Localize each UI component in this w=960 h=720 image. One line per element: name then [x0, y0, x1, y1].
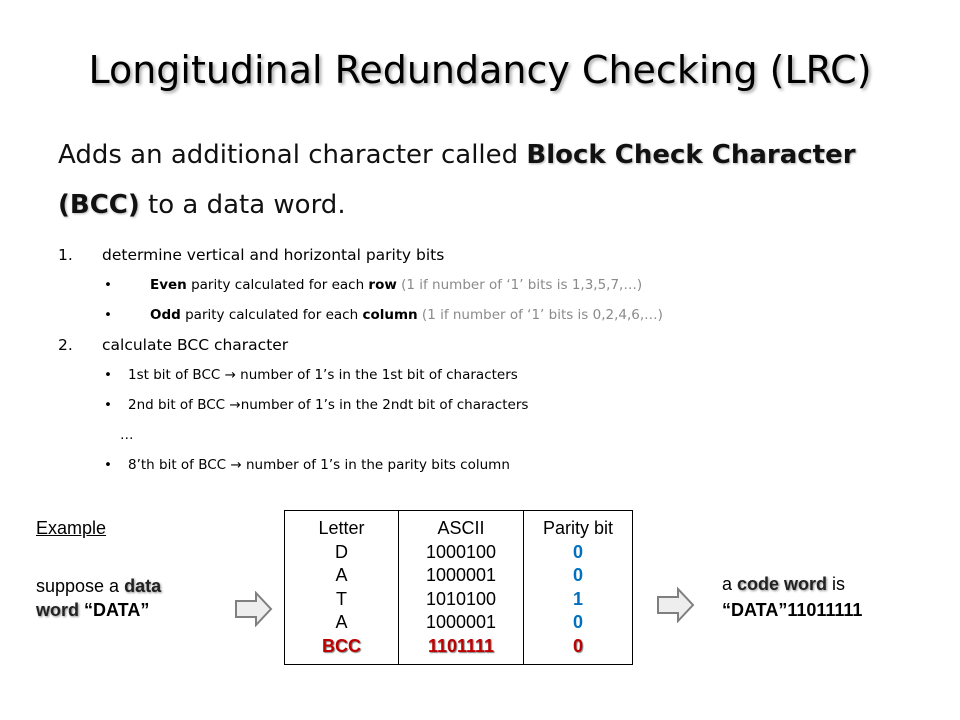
letter-cell: A — [335, 565, 348, 585]
bcc-value: 1101111 — [427, 635, 495, 656]
parity-cell: 1 — [572, 588, 583, 609]
bcc-label: BCC — [322, 635, 361, 656]
right-arrow-icon — [234, 591, 274, 627]
intro-part1: Adds an additional character called — [58, 140, 527, 170]
ascii-cell: 1000100 — [425, 541, 497, 562]
example-label: Example — [36, 518, 107, 538]
bullet-text: parity calculated for each — [186, 277, 369, 293]
column-header: Parity bit — [542, 518, 614, 538]
bullet-note: (1 if number of ‘1’ bits is 1,3,5,7,…) — [396, 277, 643, 293]
letter-cell: T — [336, 588, 347, 609]
parity-column — [524, 511, 632, 664]
parity-cell: 0 — [572, 612, 583, 632]
result-value: “DATA”11011111 — [722, 600, 863, 620]
bullet-bold2: column — [362, 307, 418, 323]
intro-part2: to a data word. — [139, 190, 346, 220]
data-word-highlight-1: data — [124, 576, 162, 596]
right-arrow-icon — [656, 587, 696, 623]
data-word-highlight-2: word — [36, 600, 79, 620]
step-2 — [58, 330, 918, 360]
result-prefix: a — [722, 574, 738, 594]
suppose-suffix: “DATA” — [79, 600, 150, 620]
suppose-text — [36, 574, 161, 622]
suppose-prefix: suppose a — [36, 576, 125, 596]
step-number: 2. — [58, 336, 73, 354]
steps-list — [58, 240, 918, 480]
bullet-icon: • — [104, 367, 112, 383]
ellipsis-line — [58, 420, 918, 450]
ascii-cell: 1000001 — [425, 565, 497, 585]
bullet-text: parity calculated for each — [180, 307, 363, 323]
ascii-cell: 1010100 — [425, 588, 497, 609]
letter-cell: A — [335, 612, 348, 632]
parity-cell: 0 — [572, 541, 583, 562]
bullet-text: 8’th bit of BCC → number of 1’s in the parity bits column — [128, 457, 510, 473]
bullet-icon: • — [104, 397, 112, 413]
letter-column — [285, 511, 398, 664]
letter-cell: D — [335, 541, 348, 562]
step-number: 1. — [58, 246, 73, 264]
bullet-note: (1 if number of ‘1’ bits is 0,2,4,6,…) — [417, 307, 663, 323]
column-header: Letter — [318, 518, 365, 538]
bullet-bcc-2 — [58, 390, 918, 420]
bullet-bcc-1 — [58, 360, 918, 390]
bcc-parity-cell: 0 — [572, 635, 583, 656]
bullet-even — [58, 270, 918, 300]
intro-text — [58, 130, 918, 230]
bullet-odd — [58, 300, 918, 330]
slide-title: Longitudinal Redundancy Checking (LRC) — [88, 48, 872, 92]
ascii-cell: 1000001 — [425, 612, 497, 632]
bullet-text: 2nd bit of BCC →number of 1’s in the 2ndt bit of characters — [128, 397, 529, 413]
column-header: ASCII — [437, 518, 485, 538]
ascii-column — [399, 511, 523, 664]
bullet-bold2: row — [368, 277, 397, 293]
step-text: calculate BCC character — [102, 336, 289, 354]
bullet-bold: Even — [150, 277, 187, 293]
parity-cell: 0 — [572, 565, 583, 585]
bullet-text: 1st bit of BCC → number of 1’s in the 1st bit of characters — [128, 367, 518, 383]
bullet-icon: • — [104, 307, 112, 323]
intro-bold-term: Block Check Character (BCC) — [58, 140, 856, 220]
step-text: determine vertical and horizontal parity bits — [102, 246, 445, 264]
result-suffix: is — [827, 574, 846, 594]
step-1 — [58, 240, 918, 270]
code-word-highlight: code word — [737, 574, 828, 594]
example-table — [284, 510, 633, 665]
code-word-result — [722, 571, 862, 623]
bullet-icon: • — [104, 277, 112, 293]
bullet-bold: Odd — [150, 307, 181, 323]
bullet-icon: • — [104, 457, 112, 473]
ellipsis-text: … — [120, 427, 134, 443]
bullet-bcc-8 — [58, 450, 918, 480]
